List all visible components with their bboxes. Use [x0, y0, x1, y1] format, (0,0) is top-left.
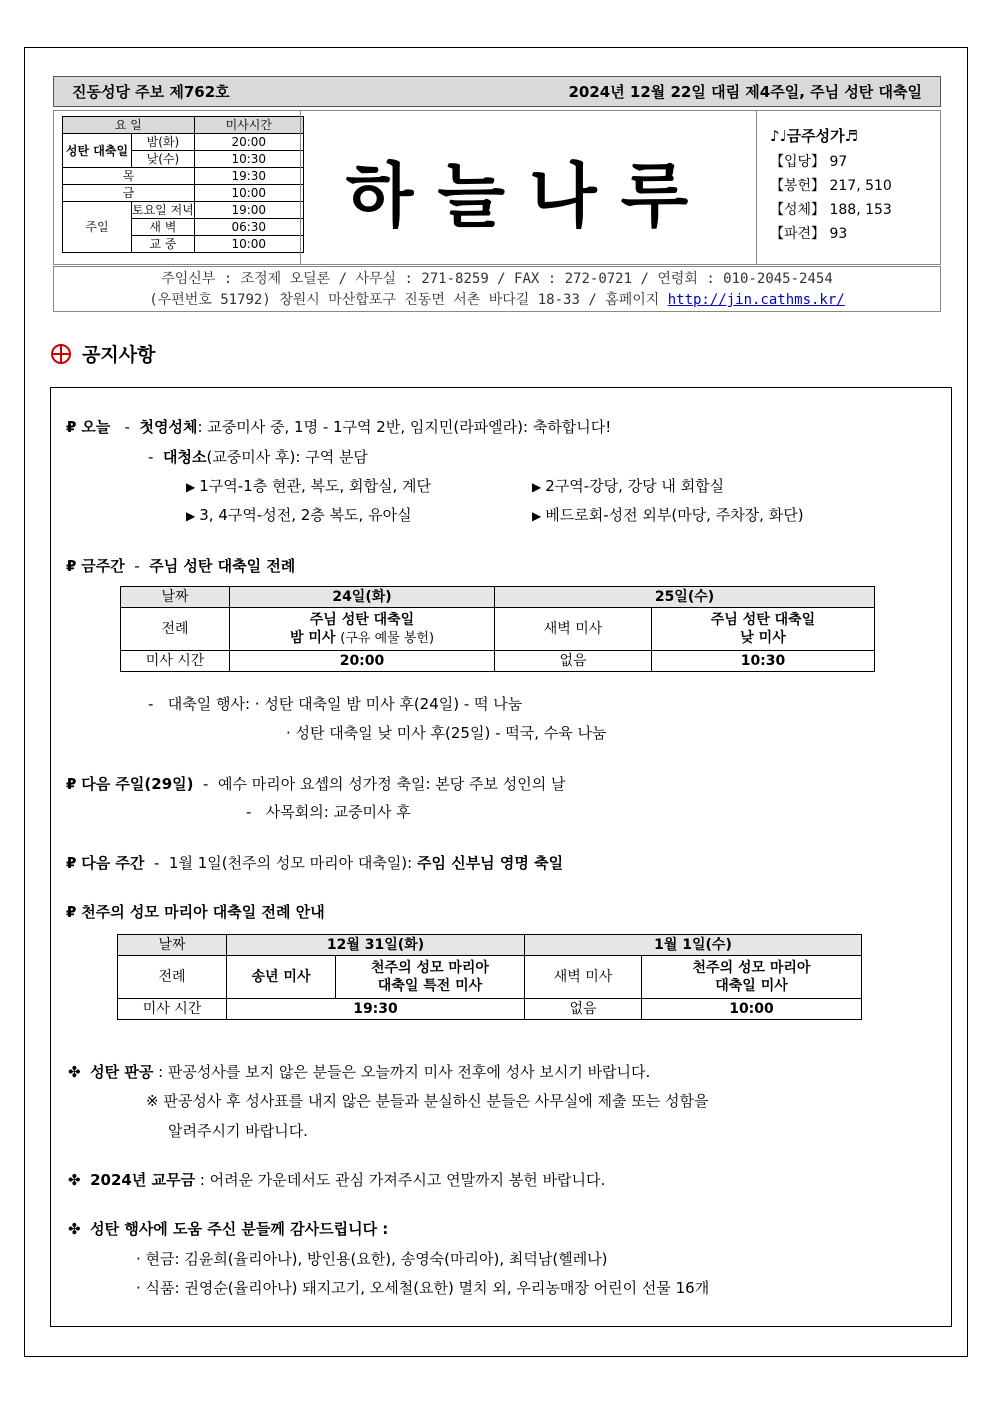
hymn-item: 【성체】 188, 153	[770, 202, 892, 218]
confession-note: ※ 판공성사 후 성사표를 내지 않은 분들과 분실하신 분들은 사무실에 제출 또는 성함을	[146, 1092, 709, 1110]
row-time: 미사 시간	[121, 651, 230, 672]
hymn-heading: ♪♩금주성가♬	[770, 127, 859, 145]
item-bold: 대청소	[162, 448, 207, 466]
date-cell: 1월 1일(수)	[525, 935, 862, 956]
sunday-label: 주일	[63, 202, 132, 253]
section-label: 다음 주간	[81, 854, 145, 872]
bullet-icon: ₽	[66, 557, 77, 575]
section-label: 오늘	[81, 418, 111, 436]
bullet-icon: ₽	[66, 854, 77, 872]
section-label: 2024년 교무금	[90, 1171, 196, 1189]
liturgy-cell	[652, 608, 875, 651]
col-date: 날짜	[121, 587, 230, 608]
christmas-schedule-table	[120, 586, 875, 672]
event-item: · 성탄 대축일 밤 미사 후(24일) - 떡 나눔	[254, 695, 523, 713]
date-cell: 24일(화)	[230, 587, 495, 608]
col-day: 요 일	[63, 117, 195, 134]
today-line	[66, 416, 611, 437]
liturgy-text: 천주의 성모 마리아	[371, 960, 489, 976]
bullet-icon: ₽	[66, 903, 77, 921]
bulletin-header-bar	[53, 76, 941, 107]
mass-time: 19:30	[194, 168, 303, 185]
mass-sub: 교 중	[132, 236, 195, 253]
mass-sub: 낮(수)	[132, 151, 195, 168]
section-label: 금주간	[81, 557, 125, 575]
liturgy-cell: 새벽 미사	[495, 608, 652, 651]
next-sunday-line	[246, 801, 411, 822]
item-text: 1월 1일(천주의 성모 마리아 대축일):	[168, 854, 413, 872]
mass-schedule-table	[62, 116, 304, 253]
mary-line	[66, 901, 325, 922]
item-text: 1구역-1층 현관, 복도, 회합실, 계단	[199, 477, 431, 495]
contact-line: 주임신부 : 조정제 오딜론 / 사무실 : 271-8259 / FAX : 272-0721 / 연령회 : 010-2045-2454	[161, 271, 833, 287]
time-cell: 19:30	[227, 999, 525, 1020]
row-liturgy: 전례	[118, 956, 227, 999]
dash: -	[153, 854, 160, 872]
events-label: 대축일 행사:	[167, 695, 251, 713]
item-text: : 판공성사를 보지 않은 분들은 오늘까지 미사 전후에 성사 보시기 바랍니다.	[158, 1063, 651, 1081]
dash: -	[148, 695, 154, 713]
mass-time: 19:00	[194, 202, 303, 219]
confession-note: 알려주시기 바랍니다.	[168, 1122, 308, 1140]
liturgy-cell: 새벽 미사	[525, 956, 642, 999]
triangle-icon: ▶	[532, 509, 542, 523]
liturgy-text: 주님 성탄 대축일	[309, 611, 415, 628]
dash: -	[148, 448, 154, 466]
notice-heading	[50, 340, 155, 367]
liturgy-text: 대축일 미사	[715, 978, 788, 994]
bullet-icon: ₽	[66, 775, 77, 793]
liturgy-note: (구유 예물 봉헌)	[340, 630, 435, 646]
section-label: 성탄 판공	[90, 1063, 154, 1081]
item-text: 사목회의: 교중미사 후	[265, 803, 411, 821]
next-week-line	[66, 852, 563, 873]
time-cell: 10:30	[652, 651, 875, 672]
cleaning-assignment	[186, 504, 412, 525]
triangle-icon: ▶	[186, 509, 196, 523]
item-text: 예수 마리아 요셉의 성가정 축일: 본당 주보 성인의 날	[218, 775, 566, 793]
liturgy-cell: 송년 미사	[227, 956, 336, 999]
col-date: 날짜	[118, 935, 227, 956]
cleaning-assignment	[186, 475, 431, 496]
dash: -	[124, 418, 130, 436]
dues-line	[68, 1169, 605, 1190]
item-text: : 어려운 가운데서도 관심 가져주시고 연말까지 봉헌 바랍니다.	[199, 1171, 606, 1189]
clover-icon: ✤	[68, 1171, 81, 1189]
triangle-icon: ▶	[532, 480, 542, 494]
item-text: : 교중미사 중, 1명 - 1구역 2반, 임지민(라파엘라): 축하합니다!	[197, 418, 612, 436]
mary-schedule-table	[117, 934, 862, 1020]
confession-line	[68, 1061, 650, 1082]
homepage-link[interactable]: http://jin.cathms.kr/	[667, 292, 845, 308]
liturgy-text: 주님 성탄 대축일	[710, 612, 816, 628]
masthead-divider	[756, 110, 757, 265]
item-bold: 주임 신부님 영명 축일	[417, 854, 564, 872]
thanks-item: · 현금: 김윤희(율리아나), 방인용(요한), 송영숙(마리아), 최덕남(헬레나)	[136, 1250, 608, 1268]
mass-day: 금	[63, 185, 195, 202]
row-time: 미사 시간	[118, 999, 227, 1020]
bulletin-number: 진동성당 주보 제762호	[72, 83, 230, 101]
dash: -	[134, 557, 140, 575]
notice-heading-text: 공지사항	[82, 344, 156, 366]
mass-time: 10:00	[194, 185, 303, 202]
mass-sub: 토요일 저녁	[132, 203, 194, 217]
col-time: 미사시간	[194, 117, 303, 134]
liturgy-text: 낮 미사	[740, 630, 786, 646]
liturgy-cell	[336, 956, 525, 999]
section-label: 다음 주일(29일)	[81, 775, 194, 793]
triangle-icon: ▶	[186, 480, 196, 494]
time-cell: 없음	[495, 651, 652, 672]
bulletin-title: 하늘나루	[345, 155, 713, 237]
date-cell: 12월 31일(화)	[227, 935, 525, 956]
hymn-item: 【입당】 97	[770, 154, 848, 170]
mass-sub: 새 벽	[132, 219, 195, 236]
mass-time: 20:00	[194, 134, 303, 151]
thanks-item: · 식품: 권영순(율리아나) 돼지고기, 오세철(요한) 멸치 외, 우리농매장 어린이 선물 16개	[136, 1279, 710, 1297]
hymn-item: 【봉헌】 217, 510	[770, 178, 892, 194]
clover-icon: ✤	[68, 1220, 81, 1238]
mass-day: 목	[63, 168, 195, 185]
event-item: · 성탄 대축일 낮 미사 후(25일) - 떡국, 수육 나눔	[286, 724, 607, 742]
week-line	[66, 555, 295, 576]
mass-sub: 밤(화)	[132, 134, 195, 151]
item-text: 베드로회-성전 외부(마당, 주차장, 화단)	[545, 506, 804, 524]
section-label: 천주의 성모 마리아 대축일 전례 안내	[81, 903, 325, 921]
liturgy-text: 밤 미사	[289, 629, 336, 646]
cleaning-assignment	[532, 475, 724, 496]
bulletin-date: 2024년 12월 22일 대림 제4주일, 주님 성탄 대축일	[568, 83, 922, 101]
mass-time: 06:30	[194, 219, 303, 236]
liturgy-cell	[642, 956, 862, 999]
mass-time: 10:30	[194, 151, 303, 168]
contact-info	[53, 266, 941, 312]
liturgy-cell	[230, 608, 495, 651]
section-label: 성탄 행사에 도움 주신 분들께 감사드립니다 :	[90, 1220, 389, 1238]
dash: -	[246, 803, 252, 821]
masthead-divider	[300, 110, 301, 265]
circle-cross-icon	[50, 343, 72, 365]
time-cell: 없음	[525, 999, 642, 1020]
item-text: 2구역-강당, 강당 내 회합실	[545, 477, 725, 495]
item-text: (교중미사 후): 구역 분담	[206, 448, 368, 466]
clover-icon: ✤	[68, 1063, 81, 1081]
hymn-list	[770, 124, 892, 246]
row-liturgy: 전례	[121, 608, 230, 651]
liturgy-text: 대축일 특전 미사	[377, 978, 483, 994]
time-cell: 10:00	[642, 999, 862, 1020]
christmas-label: 성탄 대축일	[63, 134, 132, 168]
liturgy-text: 천주의 성모 마리아	[692, 960, 811, 976]
item-bold: 주님 성탄 대축일 전례	[149, 557, 296, 575]
cleaning-assignment	[532, 504, 804, 525]
thanks-line	[68, 1218, 388, 1239]
date-cell: 25일(수)	[495, 587, 875, 608]
time-cell: 20:00	[230, 651, 495, 672]
events-line	[148, 693, 522, 714]
mass-time: 10:00	[194, 236, 303, 253]
item-text: 3, 4구역-성전, 2층 복도, 유아실	[199, 506, 412, 524]
dash: -	[203, 775, 209, 793]
hymn-item: 【파견】 93	[770, 226, 848, 242]
cleaning-line	[148, 446, 368, 467]
next-sunday-line	[66, 773, 566, 794]
item-bold: 첫영성체	[139, 418, 198, 436]
bullet-icon: ₽	[66, 418, 77, 436]
address-line: (우편번호 51792) 창원시 마산합포구 진동면 서촌 바다길 18-33 / 홈페이지	[149, 292, 660, 308]
